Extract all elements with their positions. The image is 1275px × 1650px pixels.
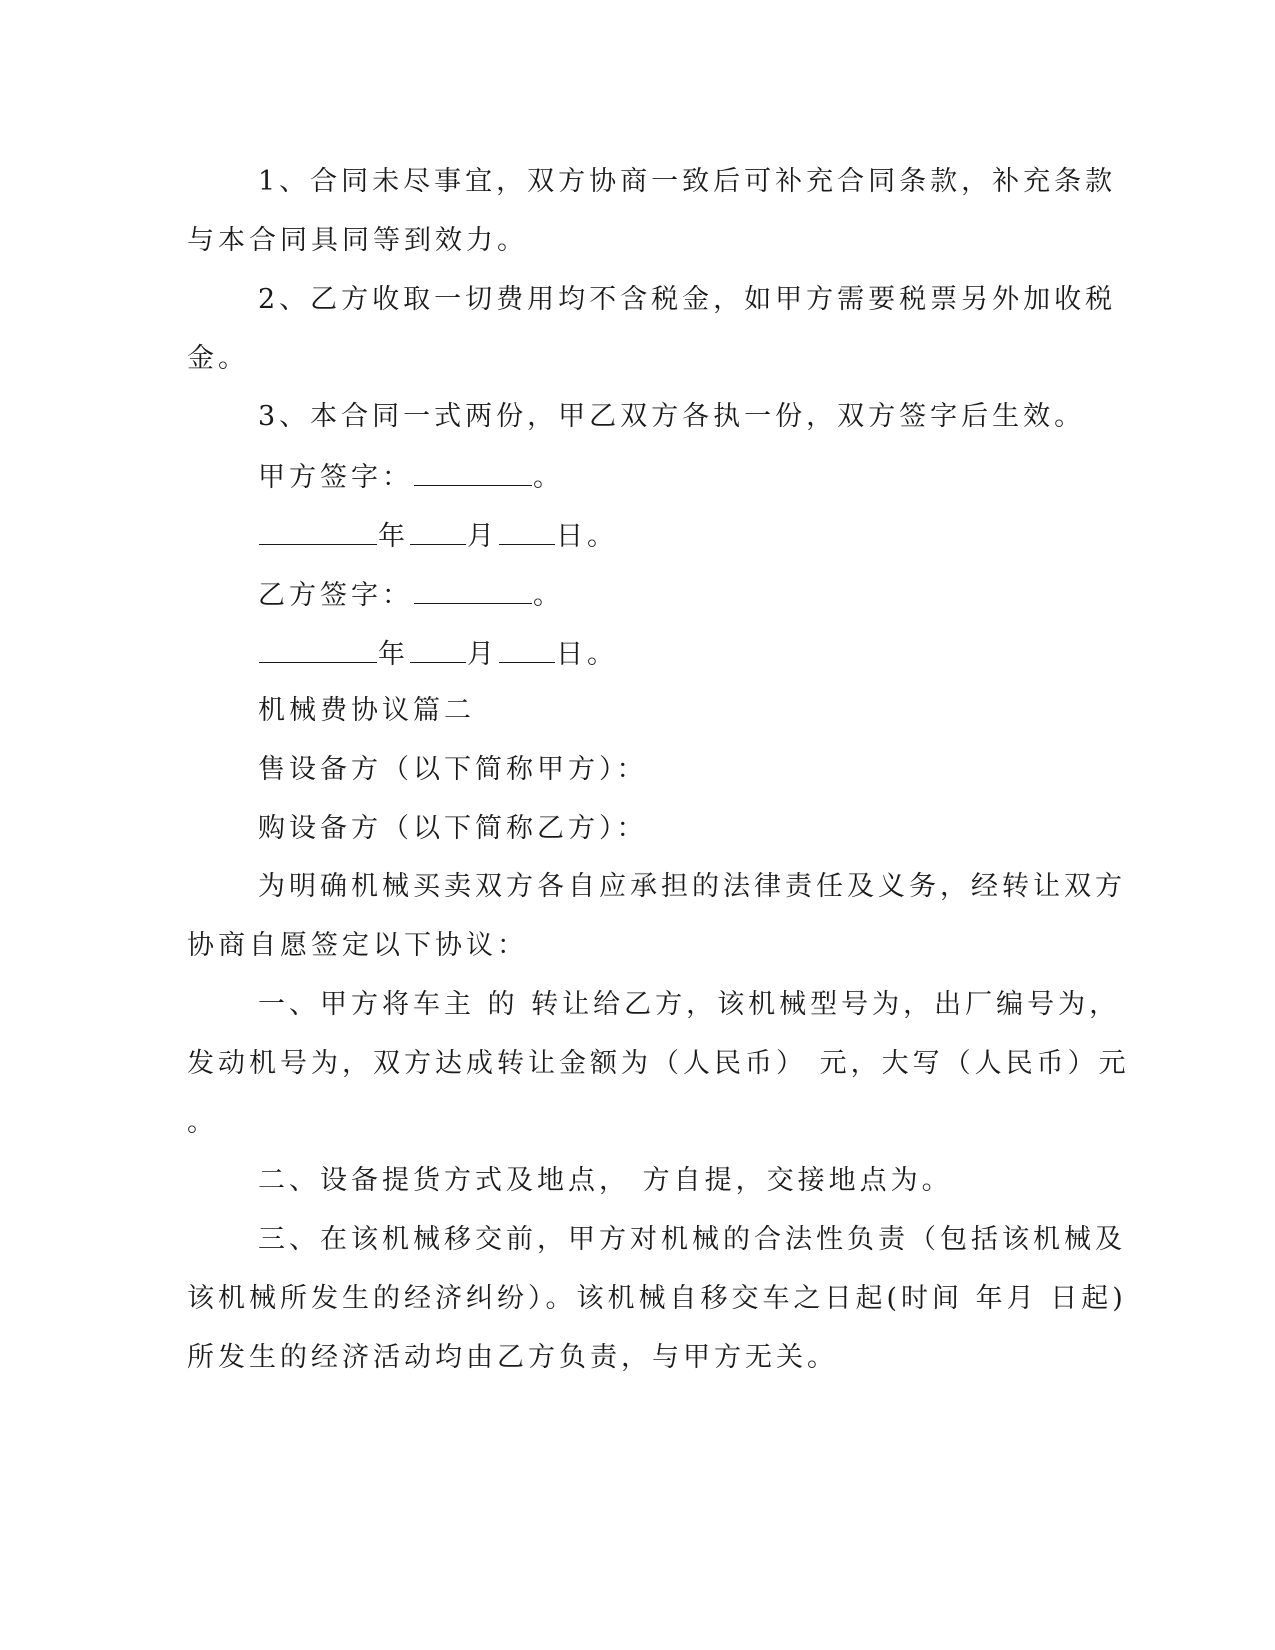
section-title: 机械费协议篇二 xyxy=(258,695,475,726)
signature-b-label: 乙方签字： xyxy=(258,580,413,611)
signature-a-year-blank xyxy=(259,518,377,545)
signature-a-month: 月 xyxy=(467,521,498,552)
article-1-line-3: 。 xyxy=(187,1107,218,1138)
preamble-line-1: 为明确机械买卖双方各自应承担的法律责任及义务，经转让双方 xyxy=(258,871,1126,902)
signature-a-blank xyxy=(414,459,532,486)
signature-a-year: 年 xyxy=(378,521,409,552)
clause-3: 3、本合同一式两份，甲乙双方各执一份，双方签字后生效。 xyxy=(258,401,1086,432)
seller-line: 售设备方（以下简称甲方）： xyxy=(258,754,648,785)
article-3-line-2: 该机械所发生的经济纠纷）。该机械自移交车之日起(时间 年月 日起) xyxy=(187,1283,1127,1314)
article-3-line-3: 所发生的经济活动均由乙方负责，与甲方无关。 xyxy=(187,1342,838,1373)
signature-b-blank xyxy=(414,577,532,604)
signature-b-day-blank xyxy=(499,636,555,663)
preamble-line-2: 协商自愿签定以下协议： xyxy=(187,930,528,961)
signature-b-month: 月 xyxy=(467,639,498,670)
signature-b-suffix: 。 xyxy=(533,580,564,611)
signature-a-day: 日。 xyxy=(556,521,618,552)
signature-b-date xyxy=(258,636,618,672)
signature-b-year: 年 xyxy=(378,639,409,670)
signature-a-label: 甲方签字： xyxy=(258,462,413,493)
clause-2-line-2: 金。 xyxy=(187,343,249,374)
signature-a-suffix: 。 xyxy=(533,462,564,493)
clause-2-line-1: 2、乙方收取一切费用均不含税金，如甲方需要税票另外加收税 xyxy=(258,284,1117,315)
signature-a-month-blank xyxy=(410,518,466,545)
signature-a-line xyxy=(258,459,564,495)
article-1-line-1: 一、甲方将车主 的 转让给乙方，该机械型号为，出厂编号为， xyxy=(258,989,1121,1020)
article-3-line-1: 三、在该机械移交前，甲方对机械的合法性负责（包括该机械及 xyxy=(258,1224,1126,1255)
signature-b-line xyxy=(258,577,564,613)
article-1-line-2: 发动机号为，双方达成转让金额为（人民币） 元，大写（人民币）元 xyxy=(187,1048,1130,1079)
article-2: 二、设备提货方式及地点， 方自提，交接地点为。 xyxy=(258,1165,953,1196)
signature-b-month-blank xyxy=(410,636,466,663)
signature-b-day: 日。 xyxy=(556,639,618,670)
signature-b-year-blank xyxy=(259,636,377,663)
clause-1-line-2: 与本合同具同等到效力。 xyxy=(187,225,528,256)
buyer-line: 购设备方（以下简称乙方）： xyxy=(258,813,648,844)
signature-a-day-blank xyxy=(499,518,555,545)
signature-a-date xyxy=(258,518,618,554)
clause-1-line-1: 1、合同未尽事宜，双方协商一致后可补充合同条款，补充条款 xyxy=(258,166,1117,197)
